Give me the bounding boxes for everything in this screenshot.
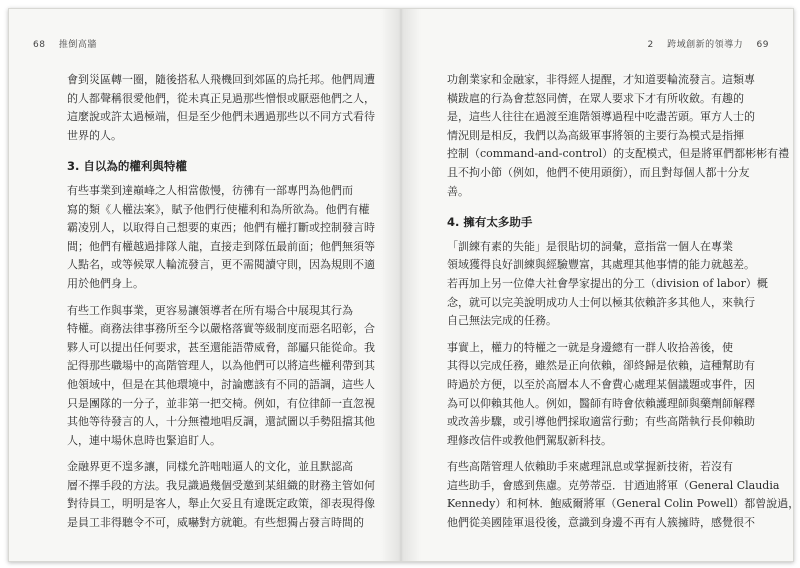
text-line: 有些事業到達巔峰之人相當傲慢，彷彿有一部專門為他們而 xyxy=(67,183,353,197)
left-running-title: 推倒高牆 xyxy=(58,40,97,50)
text-line: 或改善步驟，或引導他們採取適當行動；有些高階執行長仰賴助 xyxy=(447,415,755,429)
text-line: 霸凌別人，以取得自己想要的東西；他們有權打斷或控制發言時 xyxy=(67,221,375,235)
text-line: 情況則是相反，我們以為高級軍事將領的主要行為模式是指揮 xyxy=(447,128,744,142)
text-line: 自己無法完成的任務。 xyxy=(447,314,557,328)
book-spread xyxy=(8,8,800,562)
text-line: 人點名，或等候眾人輪流發言，更不需閱讀守則，因為規則不適 xyxy=(67,258,375,272)
paragraph xyxy=(67,182,375,294)
text-line: 為可以仰賴其他人。例如，醫師有時會依賴護理師與藥劑師解釋 xyxy=(447,396,755,410)
text-line: 事實上，權力的特權之一就是身邊總有一群人收拾善後，使 xyxy=(447,340,733,354)
paragraph xyxy=(447,458,800,532)
text-line: 善。 xyxy=(447,184,469,198)
text-line: 其得以完成任務，雖然是正向依賴，卻終歸是依賴，這種幫助有 xyxy=(447,359,755,373)
text-line: 這些助手，會感到焦慮。克勞蒂亞．甘迺迪將軍（General Claudia xyxy=(447,478,780,492)
paragraph xyxy=(447,339,755,451)
text-line: 這麼說或許太過極端，但是至少他們未遇過那些以不同方式看待 xyxy=(67,110,375,124)
left-body-text xyxy=(67,71,375,533)
text-line: 有些工作與事業，更容易讓領導者在所有場合中展現其行為 xyxy=(67,303,353,317)
paragraph xyxy=(67,71,375,145)
text-line: 是，這些人往往在過渡至進階領導過程中吃盡苦頭。軍方人士的 xyxy=(447,110,755,124)
text-line: 層不擇手段的方法。我見識過幾個受邀到某組織的財務主管如何 xyxy=(67,478,375,492)
text-line: 理修改信件或教他們駕馭新科技。 xyxy=(447,433,612,447)
text-line: 特權。商務法律事務所至今以嚴格落實等級制度而惡名昭彰，合 xyxy=(67,322,375,336)
right-body-text xyxy=(447,71,800,533)
text-line: 領域獲得良好訓練與經驗豐富，其處理其他事情的能力就越差。 xyxy=(447,258,755,272)
text-line: 其他等待發言的人，十分無禮地唱反調，還試圖以手勢阻擋其他 xyxy=(67,415,375,429)
text-line: 金融界更不遑多讓，同樣允許咄咄逼人的文化，並且默認高 xyxy=(67,460,353,474)
left-page-number: 68 xyxy=(33,40,46,50)
text-line: Kennedy）和柯林．鮑威爾將軍（General Colin Powell）都曾說過， xyxy=(447,497,800,511)
text-line: 「訓練有素的失能」是很貼切的詞彙，意指當一個人在專業 xyxy=(447,239,733,253)
paragraph xyxy=(67,302,375,451)
text-line: 寫的類《人權法案》，賦予他們行使權利和為所欲為。他們有權 xyxy=(67,202,370,216)
text-line: 夥人可以提出任何要求，甚至還能語帶威脅，部屬只能從命。我 xyxy=(67,340,375,354)
text-line: 若再加上另一位偉大社會學家提出的分工（division of labor）概 xyxy=(447,276,768,290)
text-line: 記得那些職場中的高階管理人，以為他們可以將這些權利帶到其 xyxy=(67,359,375,373)
paragraph xyxy=(67,458,375,532)
text-line: 時過於方便，以至於高層本人不會費心處理某個議題或事件，因 xyxy=(447,377,755,391)
text-line: 且不拘小節（例如，他們不使用頭銜），而且對每個人都十分友 xyxy=(447,165,750,179)
text-line: 控制（command-and-control）的支配模式，但是將軍們都彬彬有禮 xyxy=(447,147,790,161)
left-page xyxy=(9,9,401,561)
text-line: 人，連中場休息時也緊追盯人。 xyxy=(67,433,221,447)
right-running-header xyxy=(648,37,769,50)
chapter-number: 2 xyxy=(647,40,654,50)
text-line: 間；他們有權越過排隊人龍，直接走到隊伍最前面；他們無須等 xyxy=(67,239,375,253)
section-heading: 3. 自以為的權利與特權 xyxy=(67,159,187,174)
right-page-number: 69 xyxy=(756,40,769,50)
text-line: 只是團隊的一分子，並非第一把交椅。例如，有位律師一直忽視 xyxy=(67,396,375,410)
text-line: 是員工非得聽令不可，威嚇對方就範。有些想獨占發言時間的 xyxy=(67,516,364,530)
right-page xyxy=(401,9,800,561)
text-line: 用於他們身上。 xyxy=(67,276,144,290)
text-line: 的人都聲稱很愛他們，從未真正見過那些憎恨或厭惡他們之人， xyxy=(67,91,375,105)
paragraph xyxy=(447,238,768,331)
section-heading: 4. 擁有太多助手 xyxy=(447,215,533,230)
text-line: 念，就可以完美說明成功人士何以極其依賴許多其他人，來執行 xyxy=(447,295,755,309)
text-line: 有些高階管理人依賴助手來處理訊息或掌握新技術，若沒有 xyxy=(447,460,733,474)
paragraph xyxy=(447,71,790,201)
text-line: 會到災區轉一圈，隨後搭私人飛機回到郊區的烏托邦。他們周遭 xyxy=(67,73,375,86)
text-line: 世界的人。 xyxy=(67,128,122,142)
left-running-header xyxy=(33,37,97,50)
text-line: 他領域中，但是在其他環境中，討論應該有不同的語調，這些人 xyxy=(67,377,375,391)
text-line: 他們從美國陸軍退役後，意識到身邊不再有人簇擁時，感覺很不 xyxy=(447,516,755,530)
text-line: 對待員工，明明是客人，舉止欠妥且有違既定政策，卻表現得像 xyxy=(67,497,375,511)
text-line: 橫跋扈的行為會惹怒同儕，在眾人要求下才有所收斂。有趣的 xyxy=(447,91,744,105)
text-line: 功創業家和金融家，非得經人提醒，才知道要輪流發言。這類專 xyxy=(447,73,755,86)
right-running-title: 跨域創新的領導力 xyxy=(667,40,744,50)
